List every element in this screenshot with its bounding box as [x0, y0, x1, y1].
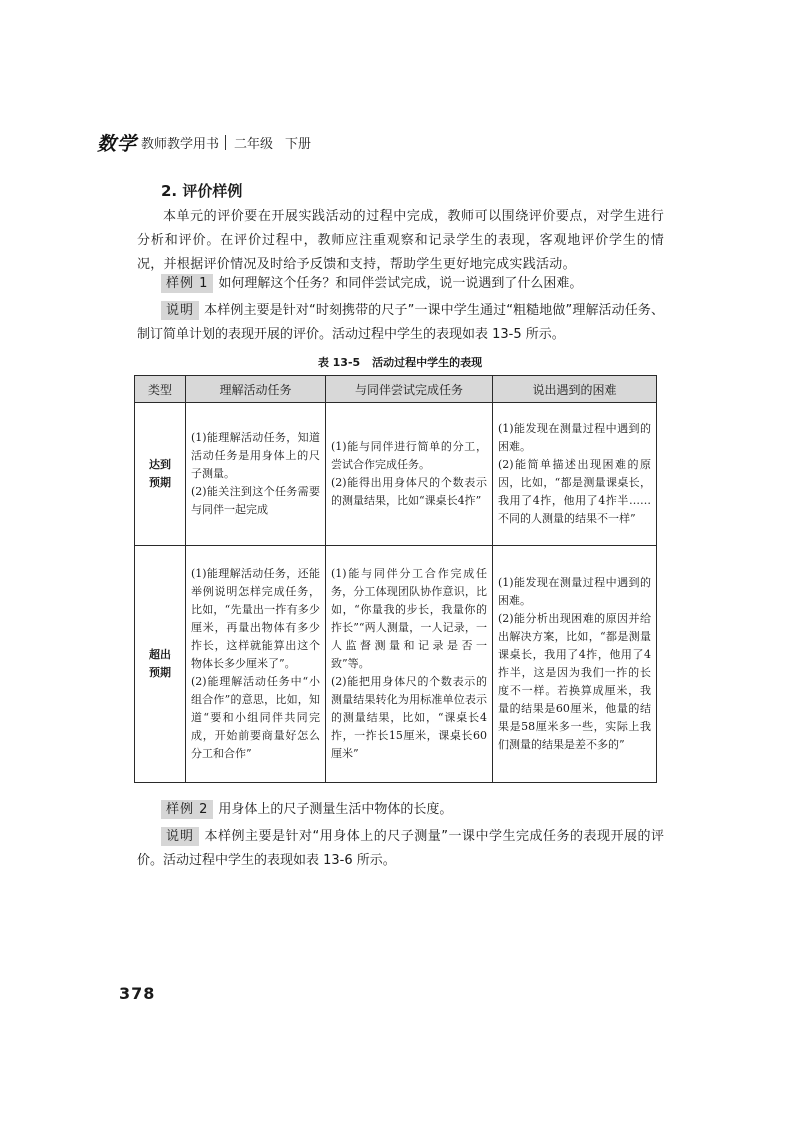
note-1-text: 本样例主要是针对“时刻携带的尺子”一课中学生通过“粗糙地做”理解活动任务、制订简单计划的表现开展的评价。活动过程中学生的表现如表 13-5 所示。	[137, 303, 664, 342]
section-title: 2. 评价样例	[161, 182, 243, 200]
header-understand-task: 理解活动任务	[186, 376, 326, 403]
sample-2-text: 用身体上的尺子测量生活中物体的长度。	[218, 802, 453, 817]
page-number: 378	[119, 984, 156, 1003]
type-label-line: 预期	[149, 666, 171, 679]
cell-text: (1)能发现在测量过程中遇到的困难。	[498, 422, 651, 453]
performance-table	[134, 375, 657, 783]
table-row	[135, 403, 657, 546]
type-cell	[135, 546, 186, 783]
cell-text: (2)能关注到这个任务需要与同伴一起完成	[191, 485, 320, 516]
semester-label: 下册	[285, 136, 312, 152]
cell-text: (2)能分析出现困难的原因并给出解决方案，比如，“都是测量课桌长，我用了4拃，他用了4拃半，这是因为我们一拃的长度不一样。若换算成厘米，我量的结果是60厘米，他量的结果是58厘米多一些，实际上我们测量的结果是差不多的”	[498, 612, 651, 751]
sample-1-tag: 样例 1	[161, 274, 213, 293]
note-2-tag: 说明	[161, 827, 199, 846]
table-cell	[326, 546, 493, 783]
table-cell	[186, 403, 326, 546]
cell-text: (2)能简单描述出现困难的原因，比如，“都是测量课桌长，我用了4拃，他用了4拃半……不同的人测量的结果不一样”	[498, 458, 651, 525]
header-peer-attempt: 与同伴尝试完成任务	[326, 376, 493, 403]
table-cell	[186, 546, 326, 783]
cell-text: (1)能理解活动任务，知道活动任务是用身体上的尺子测量。	[191, 431, 320, 480]
table-caption	[0, 354, 800, 370]
table-cell	[493, 403, 657, 546]
type-label-line: 达到	[149, 458, 171, 471]
note-2-block	[137, 825, 664, 873]
page-header	[97, 129, 311, 155]
cell-text: (1)能发现在测量过程中遇到的困难。	[498, 576, 651, 607]
note-2-text: 本样例主要是针对“用身体上的尺子测量”一课中学生完成任务的表现开展的评价。活动过程中学生的表现如表 13-6 所示。	[137, 829, 664, 868]
cell-text: (1)能与同伴进行简单的分工，尝试合作完成任务。	[331, 440, 487, 471]
sample-1-text: 如何理解这个任务？和同伴尝试完成，说一说遇到了什么困难。	[218, 276, 583, 291]
cell-text: (2)能得出用身体尺的个数表示的测量结果，比如“课桌长4拃”	[331, 476, 487, 507]
type-label-line: 超出	[149, 648, 171, 661]
header-divider	[225, 135, 226, 150]
cell-text: (2)能把用身体尺的个数表示的测量结果转化为用标准单位表示的测量结果，比如，“课桌长4拃，一拃长15厘米，课桌长60厘米”	[331, 675, 487, 760]
table-header-row	[135, 376, 657, 403]
sample-2-tag: 样例 2	[161, 800, 213, 819]
type-label-line: 预期	[149, 476, 171, 489]
subject-logo: 数学	[97, 132, 138, 155]
table-number: 表 13-5	[317, 356, 361, 369]
type-cell	[135, 403, 186, 546]
book-series-label: 教师教学用书	[141, 136, 220, 152]
header-type: 类型	[135, 376, 186, 403]
cell-text: (1)能理解活动任务，还能举例说明怎样完成任务，比如，“先量出一拃有多少厘米，再量出物体有多少拃长，这样就能算出这个物体长多少厘米了”。	[191, 567, 320, 670]
note-1-block	[137, 299, 664, 347]
cell-text: (2)能理解活动任务中“小组合作”的意思，比如，知道“要和小组同伴共同完成，开始前要商量好怎么分工和合作”	[191, 675, 320, 760]
intro-paragraph: 本单元的评价要在开展实践活动的过程中完成，教师可以围绕评价要点，对学生进行分析和评价。在评价过程中，教师应注重观察和记录学生的表现，客观地评价学生的情况，并根据评价情况及时给予反馈和支持，帮助学生更好地完成实践活动。	[137, 209, 664, 272]
sample-1-line	[137, 272, 664, 296]
table-row	[135, 546, 657, 783]
table-cell	[493, 546, 657, 783]
header-difficulties: 说出遇到的困难	[493, 376, 657, 403]
sample-2-line	[137, 798, 664, 822]
table-cell	[326, 403, 493, 546]
table-title: 活动过程中学生的表现	[372, 356, 483, 369]
grade-label: 二年级	[234, 136, 274, 152]
note-1-tag: 说明	[161, 301, 199, 320]
cell-text: (1)能与同伴分工合作完成任务，分工体现团队协作意识，比如，“你量我的步长，我量你的拃长”“两人测量，一人记录，一人监督测量和记录是否一致”等。	[331, 567, 487, 670]
